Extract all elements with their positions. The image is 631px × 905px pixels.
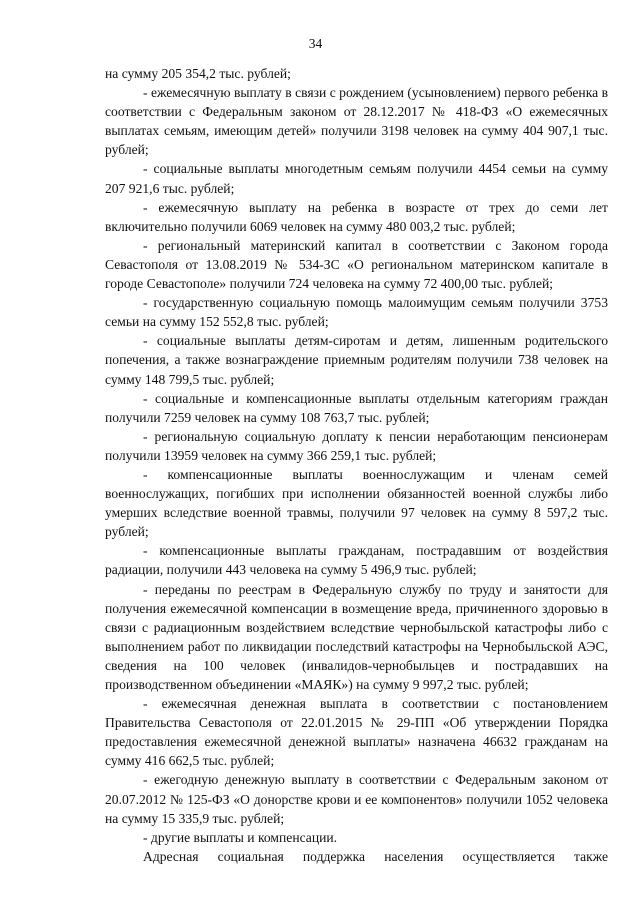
paragraph-large-family-payments: - социальные выплаты многодетным семьям получили 4454 семьи на сумму 207 921,6 тыс. рублей; <box>105 161 608 196</box>
paragraph-category-payments: - социальные и компенсационные выплаты отдельным категориям граждан получили 7259 человек на сумму 108 763,7 тыс. рублей; <box>105 390 608 425</box>
paragraph-chernobyl-registry: - переданы по реестрам в Федеральную службу по труду и занятости для получения ежемесячной компенсации в возмещение вреда, причиненного здоровью в связи с радиационным воздействием вследствие чернобыльской катастрофы либо с выполнением работ по ликвидации последствий катастрофы на Чернобыльской АЭС, сведения на 100 человек (инвалидов-чернобыльцев и пострадавших на производственном объединении «МАЯК») на сумму 9 997,2 тыс. рублей; <box>105 581 608 692</box>
paragraph-orphan-payments: - социальные выплаты детям-сиротам и детям, лишенным родительского попечения, а также вознаграждение приемным родителям получили 738 человек на сумму 148 799,5 тыс. рублей; <box>105 333 608 387</box>
paragraph-targeted-support: Адресная социальная поддержка населения осуществляется также <box>143 848 608 864</box>
paragraph-monthly-cash-payment: - ежемесячная денежная выплата в соответствии с постановлением Правительства Севастополя от 22.01.2015 № 29-ПП «Об утверждении Порядка предоставления ежемесячной денежной выплаты» назначена 46632 гражданам на сумму 416 662,5 тыс. рублей; <box>105 696 608 769</box>
paragraph-other-payments: - другие выплаты и компенсации. <box>143 829 338 845</box>
paragraph-military-compensation: - компенсационные выплаты военнослужащим и членам семей военнослужащих, погибших при исполнении обязанностей военной службы либо умерших вследствие военной травмы, получили 97 человек на сумму 8 597,2 тыс. рублей; <box>105 466 608 540</box>
paragraph-radiation-compensation: - компенсационные выплаты гражданам, пострадавшим от воздействия радиации, получили 443 человека на сумму 5 496,9 тыс. рублей; <box>105 543 608 578</box>
paragraph-child-3-7-payment: - ежемесячную выплату на ребенка в возрасте от трех до семи лет включительно получили 6069 человек на сумму 480 003,2 тыс. рублей; <box>105 199 608 234</box>
paragraph-regional-maternity-capital: - региональный материнский капитал в соответствии с Законом города Севастополя от 13.08.2019 № 534-ЗС «О региональном материнском капитале в городе Севастополе» получили 724 человека на сумму 72 400,00 тыс. рублей; <box>105 237 608 292</box>
page-number: 34 <box>308 36 323 51</box>
paragraph-first-child-payment: - ежемесячную выплату в связи с рождением (усыновлением) первого ребенка в соответствии с Федеральным законом от 28.12.2017 № 418-ФЗ «О ежемесячных выплатах семьям, имеющим детей» получили 3198 человек на сумму 404 907,1 тыс. рублей; <box>105 85 608 158</box>
paragraph-low-income-assistance: - государственную социальную помощь малоимущим семьям получили 3753 семьи на сумму 152 552,8 тыс. рублей; <box>105 295 608 330</box>
paragraph-pension-supplement: - региональную социальную доплату к пенсии неработающим пенсионерам получили 13959 человек на сумму 366 259,1 тыс. рублей; <box>105 428 608 463</box>
document-body <box>105 64 608 866</box>
paragraph-continuation: на сумму 205 354,2 тыс. рублей; <box>105 66 291 81</box>
paragraph-donor-payment: - ежегодную денежную выплату в соответствии с Федеральным законом от 20.07.2012 № 125-ФЗ «О донорстве крови и ее компонентов» получили 1052 человека на сумму 15 335,9 тыс. рублей; <box>105 772 608 826</box>
